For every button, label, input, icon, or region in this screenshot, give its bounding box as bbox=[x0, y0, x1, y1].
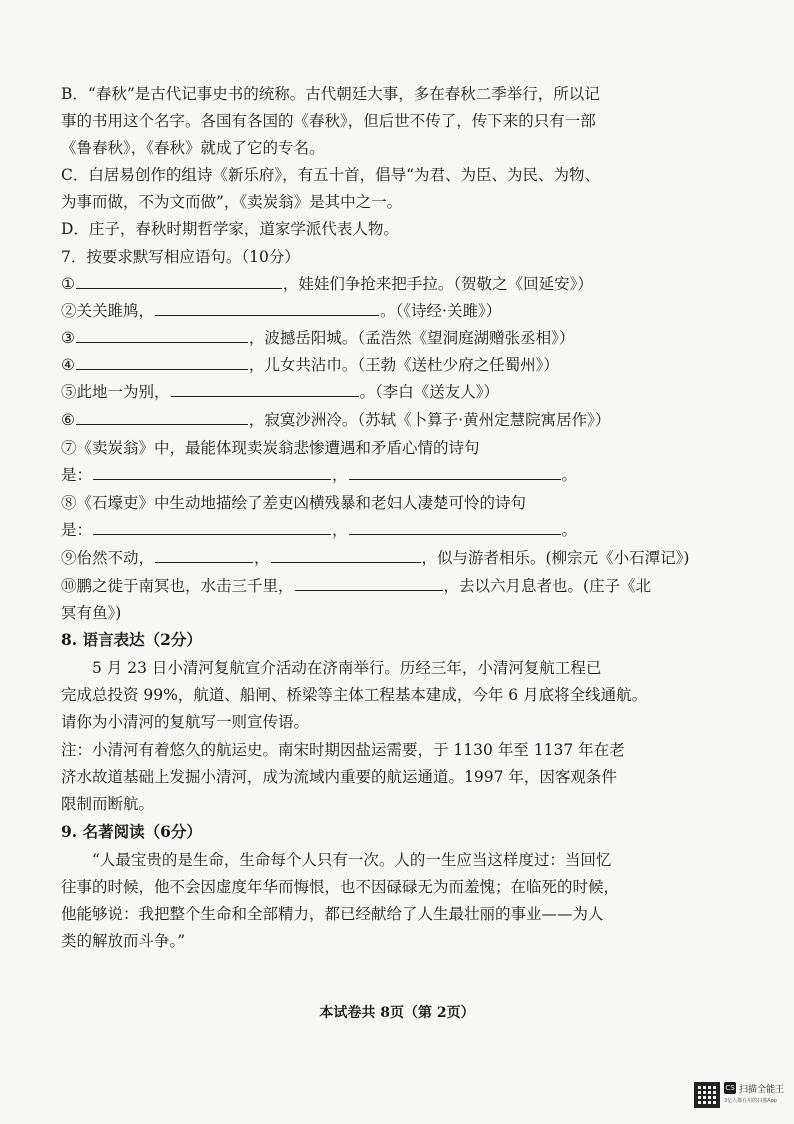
answer-blank[interactable] bbox=[76, 410, 248, 425]
q7-item-4: ④ ，儿女共沾巾。（王勃《送杜少府之任蜀州》） bbox=[61, 356, 559, 374]
q8-note-1: 注：小清河有着悠久的航运史。南宋时期因盐运需要，于 1130 年至 1137 年在老 bbox=[61, 741, 625, 759]
q7-item-8-answer: 是： ， 。 bbox=[61, 521, 578, 539]
q9-quote-2: 往事的时候，他不会因虚度年华而悔恨，也不因碌碌无为而羞愧；在临死的时候， bbox=[61, 878, 620, 896]
answer-blank[interactable] bbox=[93, 520, 331, 535]
q7-item-5: ⑤此地一为别， 。（李白《送友人》） bbox=[61, 383, 500, 401]
q7-item-9: ⑨佁然不动， ， ，似与游者相乐。(柳宗元《小石潭记》) bbox=[61, 549, 690, 567]
answer-blank[interactable] bbox=[76, 328, 248, 343]
option-b-line-1: B．“春秋”是古代记事史书的统称。古代朝廷大事，多在春秋二季举行，所以记 bbox=[61, 85, 600, 103]
q8-note-2: 济水故道基础上发掘小清河，成为流域内重要的航运通道。1997 年，因客观条件 bbox=[61, 768, 617, 786]
question-8-heading: 8. 语言表达（2分） bbox=[61, 630, 202, 649]
page-footer: 本试卷共 8页（第 2页） bbox=[319, 1005, 475, 1021]
option-c-line-2: 为事而做，不为文而做”，《卖炭翁》是其中之一。 bbox=[61, 193, 403, 211]
answer-blank[interactable] bbox=[76, 274, 282, 289]
q9-quote-3: 他能够说：我把整个生命和全部精力，都已经献给了人生最壮丽的事业——为人 bbox=[61, 905, 604, 923]
option-c-line-1: C．白居易创作的组诗《新乐府》，有五十首，倡导“为君、为臣、为民、为物、 bbox=[61, 166, 601, 184]
q8-note-3: 限制而断航。 bbox=[61, 795, 155, 813]
option-d-line: D．庄子，春秋时期哲学家，道家学派代表人物。 bbox=[61, 220, 399, 238]
answer-blank[interactable] bbox=[171, 382, 359, 397]
q7-item-10-cont: 冥有鱼》) bbox=[61, 604, 122, 622]
q9-quote-1: “人最宝贵的是生命，生命每个人只有一次。人的一生应当这样度过：当回忆 bbox=[92, 851, 612, 869]
option-b-line-2: 事的书用这个名字。各国有各国的《春秋》，但后世不传了，传下来的只有一部 bbox=[61, 112, 596, 130]
answer-blank[interactable] bbox=[76, 355, 248, 370]
answer-blank[interactable] bbox=[349, 465, 561, 480]
q7-item-2: ②关关雎鸠， 。（《诗经·关雎》） bbox=[61, 302, 502, 320]
answer-blank[interactable] bbox=[295, 576, 443, 591]
q7-item-3: ③ ，波撼岳阳城。（孟浩然《望洞庭湖赠张丞相》） bbox=[61, 329, 575, 347]
scanner-tagline: 3亿人都在用的扫描App bbox=[724, 1098, 777, 1104]
scanner-watermark bbox=[724, 1082, 784, 1094]
q7-item-1: ① ，娃娃们争抢来把手拉。（贺敬之《回延安》） bbox=[61, 275, 593, 293]
scanner-name: 扫描全能王 bbox=[739, 1084, 785, 1095]
q7-item-6: ⑥ ，寂寞沙洲冷。（苏轼《卜算子·黄州定慧院寓居作》） bbox=[61, 411, 611, 429]
q7-item-10: ⑩鹏之徙于南冥也，水击三千里， ，去以六月息者也。(庄子《北 bbox=[61, 577, 652, 595]
answer-blank[interactable] bbox=[93, 465, 331, 480]
question-7-heading: 7．按要求默写相应语句。（10分） bbox=[61, 248, 300, 266]
qr-code-icon bbox=[694, 1082, 720, 1108]
answer-blank[interactable] bbox=[155, 548, 253, 563]
option-b-line-3: 《鲁春秋》，《春秋》就成了它的专名。 bbox=[61, 139, 325, 157]
answer-blank[interactable] bbox=[349, 520, 561, 535]
question-9-heading: 9. 名著阅读（6分） bbox=[61, 822, 202, 841]
q9-quote-4: 类的解放而斗争。” bbox=[61, 932, 186, 950]
answer-blank[interactable] bbox=[155, 301, 379, 316]
camscanner-icon: CS bbox=[725, 1084, 735, 1092]
q7-item-7-answer: 是： ， 。 bbox=[61, 466, 578, 484]
q7-item-8-prompt: ⑧《石壕吏》中生动地描绘了差吏凶横残暴和老妇人凄楚可怜的诗句 bbox=[61, 494, 527, 512]
q8-paragraph-3: 请你为小清河的复航写一则宣传语。 bbox=[61, 713, 310, 731]
q7-item-7-prompt: ⑦《卖炭翁》中，最能体现卖炭翁悲惨遭遇和矛盾心情的诗句 bbox=[61, 439, 480, 457]
answer-blank[interactable] bbox=[271, 548, 421, 563]
q8-paragraph-2: 完成总投资 99%，航道、船闸、桥梁等主体工程基本建成，今年 6 月底将全线通航。 bbox=[61, 686, 648, 704]
q8-paragraph-1: 5 月 23 日小清河复航宣介活动在济南举行。历经三年，小清河复航工程已 bbox=[92, 659, 602, 677]
